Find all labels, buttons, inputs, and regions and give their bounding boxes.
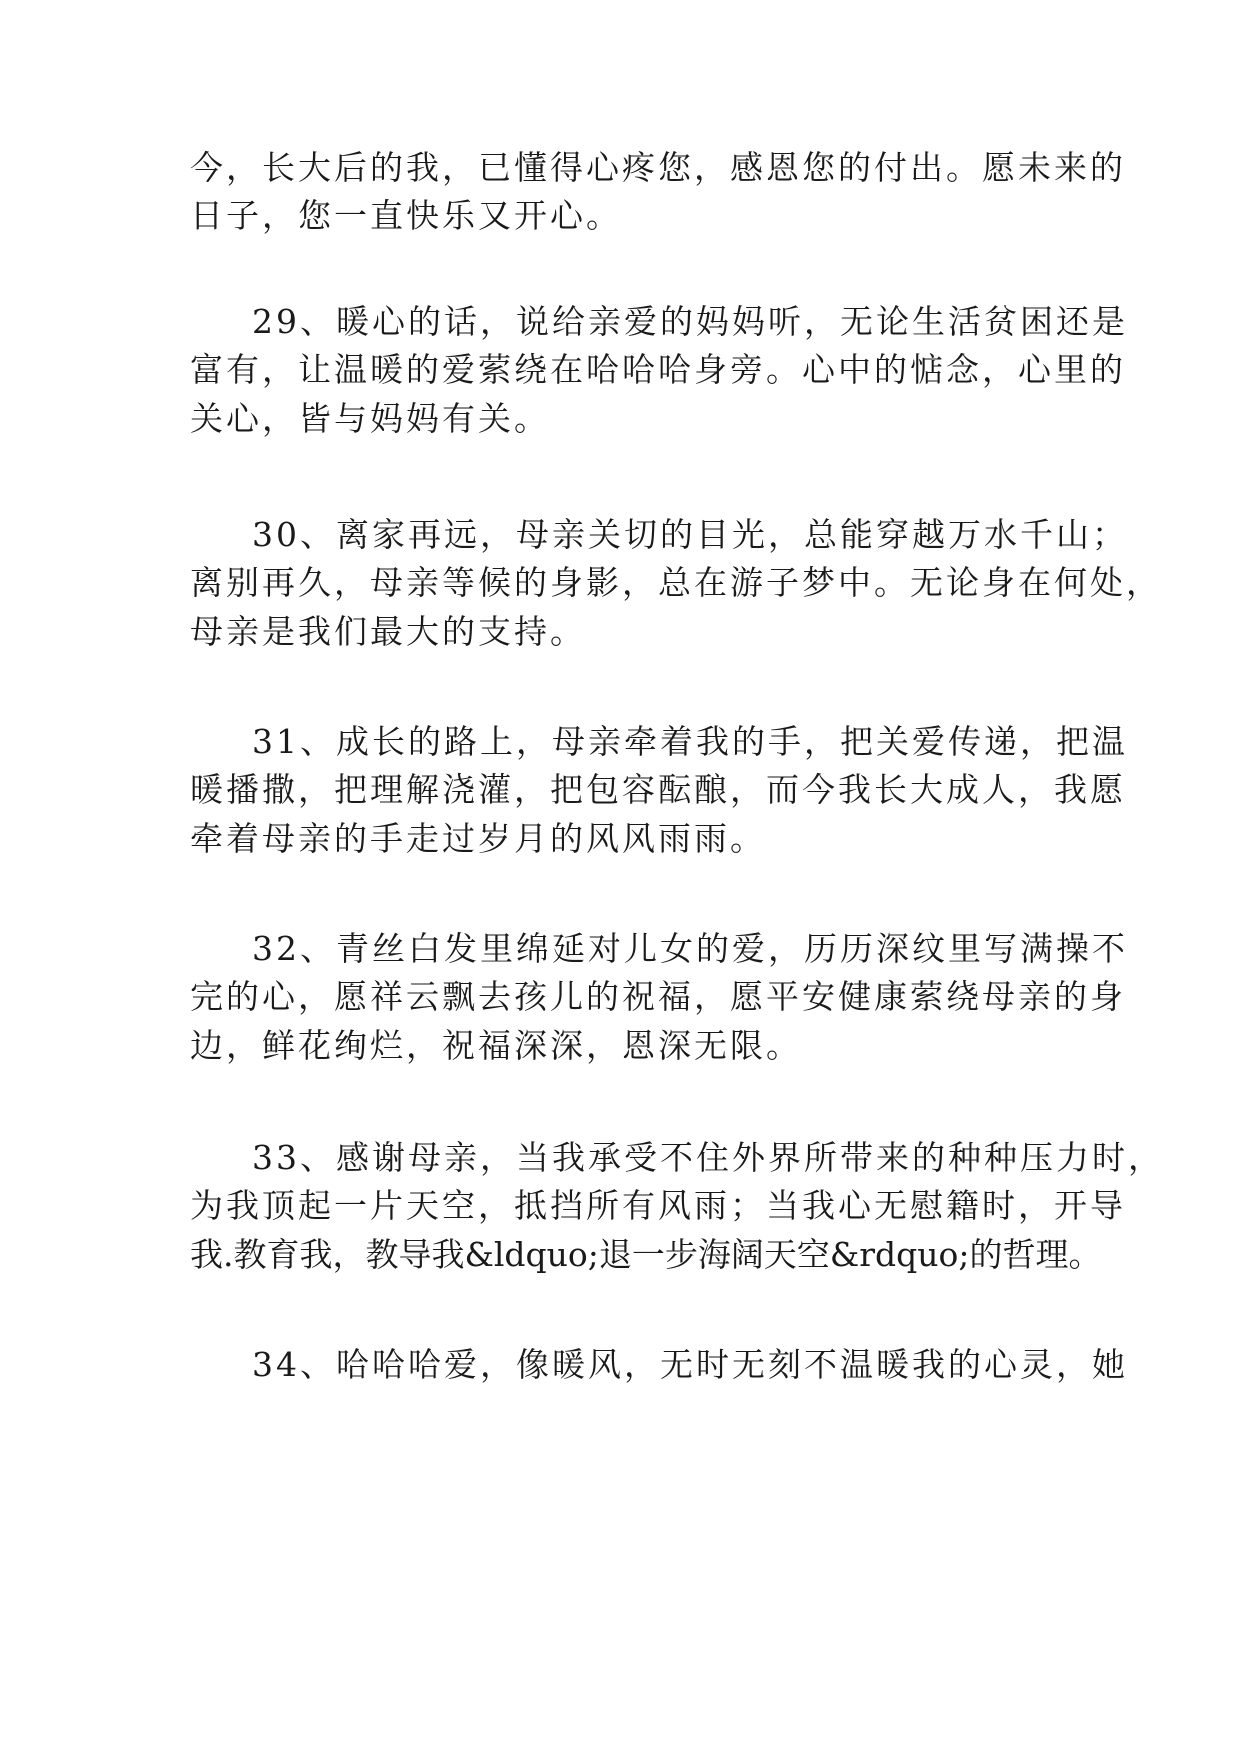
text-line: 为我顶起一片天空，抵挡所有风雨；当我心无慰籍时，开导 — [190, 1186, 1126, 1225]
text-line: 今，长大后的我，已懂得心疼您，感恩您的付出。愿未来的 — [190, 148, 1126, 187]
text-line: 离别再久，母亲等候的身影，总在游子梦中。无论身在何处， — [190, 563, 1162, 602]
text-line: 边，鲜花绚烂，祝福深深，恩深无限。 — [190, 1026, 802, 1065]
paragraph-30-start: 30、离家再远，母亲关切的目光，总能穿越万水千山； — [252, 515, 1128, 554]
text-line: 富有，让温暖的爱萦绕在哈哈哈身旁。心中的惦念，心里的 — [190, 350, 1126, 389]
paragraph-33-start: 33、感谢母亲，当我承受不住外界所带来的种种压力时， — [252, 1138, 1164, 1177]
paragraph-29-start: 29、暖心的话，说给亲爱的妈妈听，无论生活贫困还是 — [252, 302, 1128, 341]
text-line: 完的心，愿祥云飘去孩儿的祝福，愿平安健康萦绕母亲的身 — [190, 977, 1126, 1016]
text-line: 日子，您一直快乐又开心。 — [190, 196, 622, 235]
text-line: 母亲是我们最大的支持。 — [190, 612, 586, 651]
paragraph-31-start: 31、成长的路上，母亲牵着我的手，把关爱传递，把温 — [252, 722, 1128, 761]
text-line: 暖播撒，把理解浇灌，把包容酝酿，而今我长大成人，我愿 — [190, 770, 1126, 809]
text-line: 牵着母亲的手走过岁月的风风雨雨。 — [190, 819, 766, 858]
text-line: 关心，皆与妈妈有关。 — [190, 399, 550, 438]
text-line: 我.教育我，教导我&ldquo;退一步海阔天空&rdquo;的哲理。 — [190, 1235, 1102, 1274]
paragraph-32-start: 32、青丝白发里绵延对儿女的爱，历历深纹里写满操不 — [252, 929, 1128, 968]
paragraph-34-start: 34、哈哈哈爱，像暖风，无时无刻不温暖我的心灵，她 — [252, 1345, 1128, 1384]
